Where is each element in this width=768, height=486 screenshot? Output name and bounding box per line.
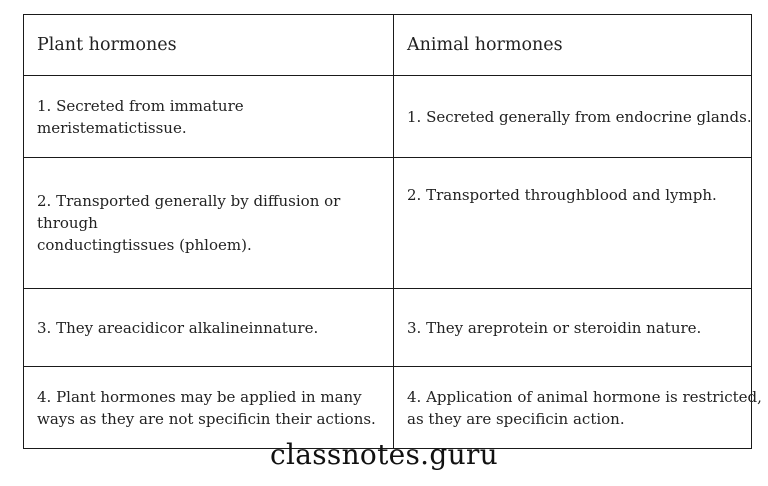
- header-plant-hormones: Plant hormones: [24, 15, 394, 76]
- cell-line: 2. Transported generally by diffusion or: [37, 192, 341, 210]
- table-header-row: [24, 15, 752, 76]
- cell-line: ways as they are not specificin their actions.: [37, 409, 376, 428]
- table-row: [24, 367, 752, 449]
- cell-line: 2. Transported throughblood and lymph.: [407, 186, 717, 204]
- cell-line: 4. Plant hormones may be applied in many: [37, 387, 362, 406]
- animal-cell: [394, 76, 752, 158]
- cell-line: 3. They areprotein or steroidin nature.: [407, 318, 702, 337]
- animal-cell: [394, 289, 752, 367]
- cell-line: through: [37, 214, 98, 232]
- animal-cell: [394, 158, 752, 289]
- table-row: [24, 76, 752, 158]
- cell-line: 4. Application of animal hormone is restricted,: [407, 387, 762, 406]
- comparison-table: [23, 14, 762, 449]
- plant-cell: [24, 367, 394, 449]
- plant-cell: [24, 76, 394, 158]
- plant-cell: [24, 289, 394, 367]
- cell-line: 3. They areacidicor alkalineinnature.: [37, 318, 319, 337]
- header-animal-hormones: Animal hormones: [394, 15, 752, 76]
- cell-line: meristematictissue.: [37, 118, 187, 137]
- animal-cell: [394, 367, 762, 449]
- cell-line: conductingtissues (phloem).: [37, 236, 252, 254]
- cell-line: 1. Secreted from immature: [37, 96, 244, 115]
- table-row: [24, 158, 752, 289]
- site-watermark: classnotes.guru: [270, 438, 498, 471]
- cell-line: as they are specificin action.: [407, 409, 625, 428]
- plant-cell: [24, 158, 394, 289]
- table-row: [24, 289, 752, 367]
- cell-line: 1. Secreted generally from endocrine glands.: [407, 107, 752, 126]
